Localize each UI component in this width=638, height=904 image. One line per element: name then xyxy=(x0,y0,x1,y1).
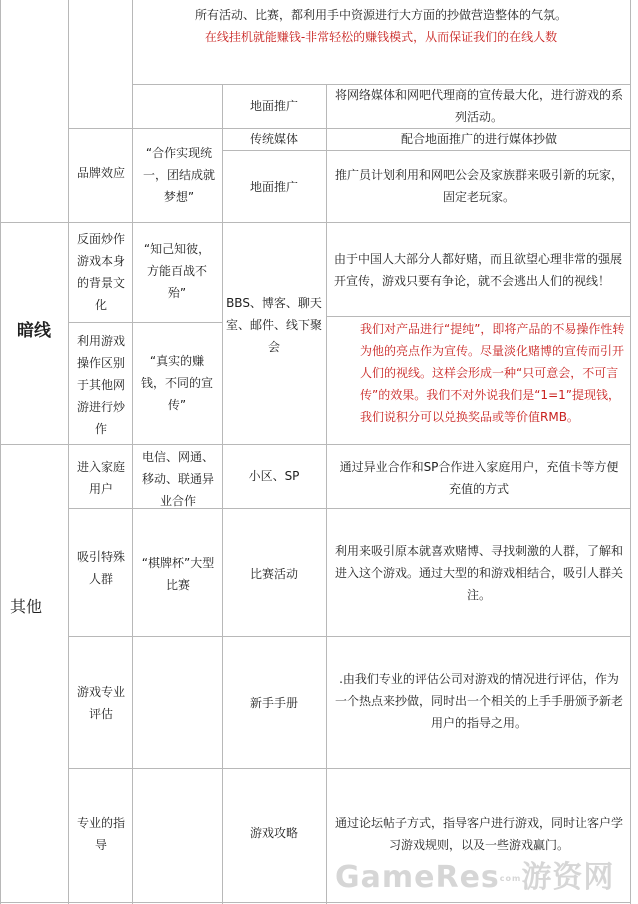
other-row1-label: 进入家庭用户 xyxy=(76,460,125,496)
other-row1-slogan: 电信、网通、移动、联通异业合作 xyxy=(141,450,214,508)
top-note-line2-red: 在线挂机就能赚钱-非常轻松的赚钱模式，从而保证我们的在线人数 xyxy=(204,30,558,44)
border-section-dark xyxy=(0,222,630,223)
other-row2-slogan: “棋牌杯”大型比赛 xyxy=(141,556,215,592)
dark-row2-slogan: “真实的赚钱，不同的宣传” xyxy=(140,354,213,412)
brand-desc-ground2: 推广员计划利用和网吧公会及家族群来吸引新的玩家，固定老玩家。 xyxy=(334,168,623,204)
dark-row1-desc: 由于中国人大部分人都好赌，而且欲望心理非常的强展开宣传，游戏只要有争论，就不会逃出人们的视线！ xyxy=(334,252,623,288)
dark-channel: BBS、博客、聊天室、邮件、线下聚会 xyxy=(225,296,322,354)
brand-method-ground1: 地面推广 xyxy=(249,99,298,113)
border-other-row4 xyxy=(68,768,630,769)
brand-desc-ground1: 将网络媒体和网吧代理商的宣传最大化，进行游戏的系列活动。 xyxy=(334,88,623,124)
border-section-other xyxy=(0,444,630,445)
dark-row1-slogan: “知己知彼，方能百战不殆” xyxy=(143,242,211,300)
brand-slogan: “合作实现统一，团结成就梦想” xyxy=(142,146,215,204)
other-row3-desc: .由我们专业的评估公司对游戏的情况进行评估，作为一个热点来抄做，同时出一个相关的上手手册颁予新老用户的指导之用。 xyxy=(334,672,623,730)
top-note xyxy=(140,4,622,48)
other-row3-label: 游戏专业评估 xyxy=(76,685,125,721)
brand-method-ground2: 地面推广 xyxy=(249,180,298,194)
border-dark-row2 xyxy=(68,322,222,323)
dark-row1-label: 反面炒作游戏本身的背景文化 xyxy=(76,232,125,312)
section-label-dark: 暗线 xyxy=(17,321,51,341)
watermark-small: com xyxy=(499,874,522,883)
other-row4-method: 游戏攻略 xyxy=(249,826,298,840)
section-label-other: 其他 xyxy=(9,597,42,616)
other-row1-method: 小区、SP xyxy=(248,469,300,483)
other-row4-label: 专业的指导 xyxy=(76,816,125,852)
watermark xyxy=(335,852,614,896)
border-right xyxy=(630,0,631,904)
other-row3-method: 新手手册 xyxy=(249,696,298,710)
dark-row2-label: 利用游戏操作区别于其他网游进行炒作 xyxy=(76,334,125,436)
other-row1-desc: 通过异业合作和SP合作进入家庭用户，充值卡等方便充值的方式 xyxy=(339,460,619,496)
top-note-line1: 所有活动、比赛，都利用手中资源进行大方面的抄做营造整体的气氛。 xyxy=(194,8,567,22)
border-col4 xyxy=(326,84,327,904)
border-row-media xyxy=(222,150,630,151)
brand-method-media: 传统媒体 xyxy=(249,132,298,146)
border-bottom xyxy=(0,902,631,903)
border-left xyxy=(0,0,1,904)
watermark-cn: 游资网 xyxy=(521,860,615,895)
border-other-row3 xyxy=(68,636,630,637)
border-dark-row2b xyxy=(326,316,630,317)
other-row2-label: 吸引特殊人群 xyxy=(76,550,125,586)
border-col3 xyxy=(222,84,223,904)
other-row2-desc: 利用来吸引原本就喜欢赌博、寻找刺激的人群，了解和进入这个游戏。通过大型的和游戏相结合，吸引人群关注。 xyxy=(334,544,623,602)
brand-desc-media: 配合地面推广的进行媒体抄做 xyxy=(400,132,557,146)
watermark-text: GameRes xyxy=(335,860,500,895)
brand-label: 品牌效应 xyxy=(76,166,125,180)
dark-row2-desc-red: 我们对产品进行“提纯”，即将产品的不易操作性转为他的亮点作为宣传。尽量淡化赌博的宣传而引开人们的视线。这样会形成一种“只可意会，不可言传”的效果。我们不对外说我们是“1=1”提现钱，我们说积分可以兑换奖品或等价值RMB。 xyxy=(360,322,625,424)
other-row4-desc: 通过论坛帖子方式，指导客户进行游戏，同时让客户学习游戏规则，以及一些游戏赢门。 xyxy=(334,816,623,852)
other-row2-method: 比赛活动 xyxy=(249,567,298,581)
